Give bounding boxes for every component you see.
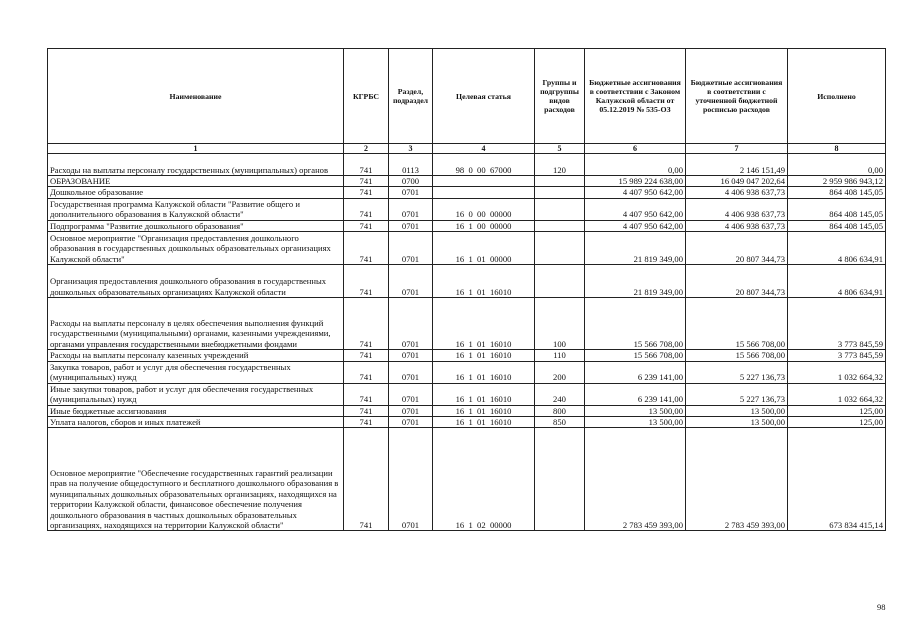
row-updated: 20 807 344,73 bbox=[686, 265, 788, 298]
col-number: 3 bbox=[389, 144, 433, 154]
row-group: 800 bbox=[535, 405, 585, 416]
row-name: Иные закупки товаров, работ и услуг для обеспечения государственных (муниципальных) нужд bbox=[48, 383, 344, 405]
row-executed: 1 032 664,32 bbox=[788, 361, 886, 383]
row-name: Уплата налогов, сборов и иных платежей bbox=[48, 417, 344, 428]
row-name: Расходы на выплаты персоналу государственных (муниципальных) органов bbox=[48, 154, 344, 176]
table-row bbox=[48, 298, 886, 350]
row-section: 0701 bbox=[389, 232, 433, 265]
row-executed: 2 959 986 943,12 bbox=[788, 176, 886, 187]
row-law: 4 407 950 642,00 bbox=[585, 187, 686, 198]
row-kgrbs: 741 bbox=[344, 350, 389, 361]
row-section: 0701 bbox=[389, 428, 433, 531]
col-header-law: Бюджетные ассигнования в соответствии с Законом Калужской области от 05.12.2019 № 535-ОЗ bbox=[585, 49, 686, 144]
row-target: 16 1 01 16010 bbox=[433, 417, 535, 428]
row-group: 120 bbox=[535, 154, 585, 176]
row-executed: 864 408 145,05 bbox=[788, 187, 886, 198]
row-section: 0700 bbox=[389, 176, 433, 187]
row-updated: 4 406 938 637,73 bbox=[686, 187, 788, 198]
col-header-name: Наименование bbox=[48, 49, 344, 144]
row-group bbox=[535, 198, 585, 220]
row-section: 0701 bbox=[389, 361, 433, 383]
row-group bbox=[535, 232, 585, 265]
table-row bbox=[48, 405, 886, 416]
page-number: 98 bbox=[877, 602, 886, 612]
col-number: 2 bbox=[344, 144, 389, 154]
row-kgrbs: 741 bbox=[344, 298, 389, 350]
row-law: 4 407 950 642,00 bbox=[585, 198, 686, 220]
row-name: Дошкольное образование bbox=[48, 187, 344, 198]
row-updated: 15 566 708,00 bbox=[686, 350, 788, 361]
row-executed: 4 806 634,91 bbox=[788, 232, 886, 265]
budget-table bbox=[47, 48, 886, 531]
row-executed: 864 408 145,05 bbox=[788, 220, 886, 231]
row-law: 13 500,00 bbox=[585, 417, 686, 428]
row-section: 0701 bbox=[389, 383, 433, 405]
row-target: 16 1 01 16010 bbox=[433, 383, 535, 405]
row-target: 16 0 00 00000 bbox=[433, 198, 535, 220]
row-law: 2 783 459 393,00 bbox=[585, 428, 686, 531]
row-name: Расходы на выплаты персоналу в целях обеспечения выполнения функций государственными (муниципальными) органами, казенными учреждениями, органами управления государственными внебюджетными фондами bbox=[48, 298, 344, 350]
col-header-kgrbs: КГРБС bbox=[344, 49, 389, 144]
table-row bbox=[48, 154, 886, 176]
col-number: 8 bbox=[788, 144, 886, 154]
row-executed: 125,00 bbox=[788, 405, 886, 416]
row-name: Иные бюджетные ассигнования bbox=[48, 405, 344, 416]
row-executed: 125,00 bbox=[788, 417, 886, 428]
row-executed: 3 773 845,59 bbox=[788, 350, 886, 361]
row-target: 16 1 01 00000 bbox=[433, 232, 535, 265]
row-executed: 4 806 634,91 bbox=[788, 265, 886, 298]
row-section: 0701 bbox=[389, 187, 433, 198]
row-section: 0113 bbox=[389, 154, 433, 176]
row-target: 16 1 01 16010 bbox=[433, 361, 535, 383]
table-row bbox=[48, 350, 886, 361]
table-row bbox=[48, 232, 886, 265]
row-kgrbs: 741 bbox=[344, 232, 389, 265]
column-number-row bbox=[48, 144, 886, 154]
row-kgrbs: 741 bbox=[344, 220, 389, 231]
table-row bbox=[48, 220, 886, 231]
row-name: Организация предоставления дошкольного образования в государственных дошкольных образовательных организациях Калужской области bbox=[48, 265, 344, 298]
row-target: 16 1 00 00000 bbox=[433, 220, 535, 231]
row-law: 21 819 349,00 bbox=[585, 265, 686, 298]
row-updated: 5 227 136,73 bbox=[686, 383, 788, 405]
table-row bbox=[48, 265, 886, 298]
row-kgrbs: 741 bbox=[344, 405, 389, 416]
row-name: Основное мероприятие "Обеспечение государственных гарантий реализации прав на получение общедоступного и бесплатного дошкольного образования в муниципальных дошкольных образовательных организациях, находящихся на территории Калужской области, финансовое обеспечение получения дошкольного образования в частных дошкольных образовательных организациях, находящихся на территории Калужской области" bbox=[48, 428, 344, 531]
table-row bbox=[48, 428, 886, 531]
row-target: 16 1 01 16010 bbox=[433, 405, 535, 416]
row-law: 15 566 708,00 bbox=[585, 298, 686, 350]
table-row bbox=[48, 417, 886, 428]
row-name: ОБРАЗОВАНИЕ bbox=[48, 176, 344, 187]
row-executed: 864 408 145,05 bbox=[788, 198, 886, 220]
row-updated: 2 146 151,49 bbox=[686, 154, 788, 176]
row-executed: 3 773 845,59 bbox=[788, 298, 886, 350]
row-name: Государственная программа Калужской области "Развитие общего и дополнительного образования в Калужской области" bbox=[48, 198, 344, 220]
row-section: 0701 bbox=[389, 198, 433, 220]
row-section: 0701 bbox=[389, 220, 433, 231]
row-group bbox=[535, 176, 585, 187]
table-row bbox=[48, 187, 886, 198]
row-kgrbs: 741 bbox=[344, 154, 389, 176]
row-kgrbs: 741 bbox=[344, 187, 389, 198]
row-kgrbs: 741 bbox=[344, 417, 389, 428]
row-name: Закупка товаров, работ и услуг для обеспечения государственных (муниципальных) нужд bbox=[48, 361, 344, 383]
table-row bbox=[48, 176, 886, 187]
row-updated: 4 406 938 637,73 bbox=[686, 198, 788, 220]
col-number: 1 bbox=[48, 144, 344, 154]
row-group: 110 bbox=[535, 350, 585, 361]
row-updated: 5 227 136,73 bbox=[686, 361, 788, 383]
col-number: 7 bbox=[686, 144, 788, 154]
row-updated: 16 049 047 202,64 bbox=[686, 176, 788, 187]
row-group: 240 bbox=[535, 383, 585, 405]
row-executed: 673 834 415,14 bbox=[788, 428, 886, 531]
row-updated: 15 566 708,00 bbox=[686, 298, 788, 350]
row-group: 200 bbox=[535, 361, 585, 383]
col-header-executed: Исполнено bbox=[788, 49, 886, 144]
row-executed: 1 032 664,32 bbox=[788, 383, 886, 405]
row-name: Основное мероприятие "Организация предоставления дошкольного образования в государственных дошкольных образовательных организациях Калужской области" bbox=[48, 232, 344, 265]
row-section: 0701 bbox=[389, 405, 433, 416]
row-group bbox=[535, 220, 585, 231]
col-number: 4 bbox=[433, 144, 535, 154]
row-section: 0701 bbox=[389, 417, 433, 428]
row-law: 6 239 141,00 bbox=[585, 383, 686, 405]
row-law: 0,00 bbox=[585, 154, 686, 176]
row-law: 13 500,00 bbox=[585, 405, 686, 416]
row-updated: 2 783 459 393,00 bbox=[686, 428, 788, 531]
row-kgrbs: 741 bbox=[344, 265, 389, 298]
row-kgrbs: 741 bbox=[344, 428, 389, 531]
row-law: 6 239 141,00 bbox=[585, 361, 686, 383]
col-header-updated: Бюджетные ассигнования в соответствии с уточненной бюджетной росписью расходов bbox=[686, 49, 788, 144]
row-target: 16 1 01 16010 bbox=[433, 265, 535, 298]
row-section: 0701 bbox=[389, 298, 433, 350]
row-kgrbs: 741 bbox=[344, 383, 389, 405]
row-target bbox=[433, 176, 535, 187]
col-header-target: Целевая статья bbox=[433, 49, 535, 144]
row-law: 21 819 349,00 bbox=[585, 232, 686, 265]
row-section: 0701 bbox=[389, 350, 433, 361]
row-group bbox=[535, 265, 585, 298]
row-law: 15 989 224 638,00 bbox=[585, 176, 686, 187]
row-kgrbs: 741 bbox=[344, 176, 389, 187]
row-updated: 13 500,00 bbox=[686, 405, 788, 416]
row-target: 16 1 02 00000 bbox=[433, 428, 535, 531]
col-header-group: Группы и подгруппы видов расходов bbox=[535, 49, 585, 144]
table-row bbox=[48, 383, 886, 405]
row-group: 850 bbox=[535, 417, 585, 428]
row-group: 100 bbox=[535, 298, 585, 350]
col-number: 6 bbox=[585, 144, 686, 154]
header-row bbox=[48, 49, 886, 144]
col-number: 5 bbox=[535, 144, 585, 154]
row-law: 4 407 950 642,00 bbox=[585, 220, 686, 231]
row-updated: 4 406 938 637,73 bbox=[686, 220, 788, 231]
row-updated: 13 500,00 bbox=[686, 417, 788, 428]
row-target: 16 1 01 16010 bbox=[433, 350, 535, 361]
row-target bbox=[433, 187, 535, 198]
row-law: 15 566 708,00 bbox=[585, 350, 686, 361]
col-header-section: Раздел, подраздел bbox=[389, 49, 433, 144]
table-body bbox=[48, 154, 886, 531]
row-group bbox=[535, 428, 585, 531]
row-executed: 0,00 bbox=[788, 154, 886, 176]
table-row bbox=[48, 361, 886, 383]
row-kgrbs: 741 bbox=[344, 198, 389, 220]
row-kgrbs: 741 bbox=[344, 361, 389, 383]
row-updated: 20 807 344,73 bbox=[686, 232, 788, 265]
row-name: Подпрограмма "Развитие дошкольного образования" bbox=[48, 220, 344, 231]
row-name: Расходы на выплаты персоналу казенных учреждений bbox=[48, 350, 344, 361]
row-target: 16 1 01 16010 bbox=[433, 298, 535, 350]
row-section: 0701 bbox=[389, 265, 433, 298]
table-row bbox=[48, 198, 886, 220]
row-group bbox=[535, 187, 585, 198]
row-target: 98 0 00 67000 bbox=[433, 154, 535, 176]
